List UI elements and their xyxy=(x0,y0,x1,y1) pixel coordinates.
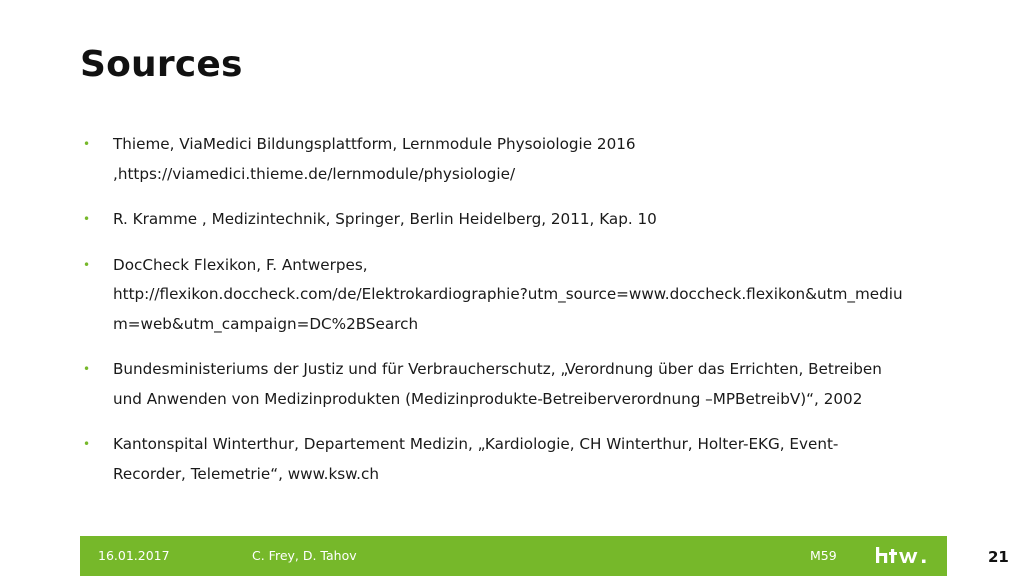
footer-bar xyxy=(80,536,947,576)
source-line: Thieme, ViaMedici Bildungsplattform, Lernmodule Physoiologie 2016 xyxy=(113,135,636,153)
source-line: ,https://viamedici.thieme.de/lernmodule/physiologie/ xyxy=(113,164,516,183)
list-item xyxy=(83,430,943,489)
bullet-icon: • xyxy=(83,437,91,451)
source-line: Recorder, Telemetrie“, www.ksw.ch xyxy=(113,464,379,483)
bullet-icon: • xyxy=(83,137,91,151)
sources-list xyxy=(83,130,943,505)
source-line: Bundesministeriums der Justiz und für Verbraucherschutz, „Verordnung über das Errichten, Betreiben xyxy=(113,360,882,378)
htw-logo-icon xyxy=(875,544,929,566)
list-item xyxy=(83,130,943,189)
source-line: und Anwenden von Medizinprodukten (Medizinprodukte-Betreiberverordnung –MPBetreibV)“, 2002 xyxy=(113,389,863,408)
footer-date: 16.01.2017 xyxy=(98,548,170,563)
source-line: Kantonspital Winterthur, Departement Medizin, „Kardiologie, CH Winterthur, Holter-EKG, Event- xyxy=(113,435,839,453)
source-line: http://flexikon.doccheck.com/de/Elektrokardiographie?utm_source=www.doccheck.flexikon&utm_mediu xyxy=(113,285,903,303)
bullet-icon: • xyxy=(83,362,91,376)
footer-code: M59 xyxy=(810,548,837,563)
list-item xyxy=(83,205,943,235)
footer-authors: C. Frey, D. Tahov xyxy=(252,548,357,563)
page-title: Sources xyxy=(80,44,243,85)
source-line: R. Kramme , Medizintechnik, Springer, Berlin Heidelberg, 2011, Kap. 10 xyxy=(113,210,657,228)
source-line: m=web&utm_campaign=DC%2BSearch xyxy=(113,314,419,333)
bullet-icon: • xyxy=(83,257,91,272)
page-number: 21 xyxy=(988,548,1009,566)
list-item xyxy=(83,355,943,414)
list-item xyxy=(83,251,943,340)
bullet-icon: • xyxy=(83,212,91,226)
source-line: DocCheck Flexikon, F. Antwerpes, xyxy=(113,255,368,274)
